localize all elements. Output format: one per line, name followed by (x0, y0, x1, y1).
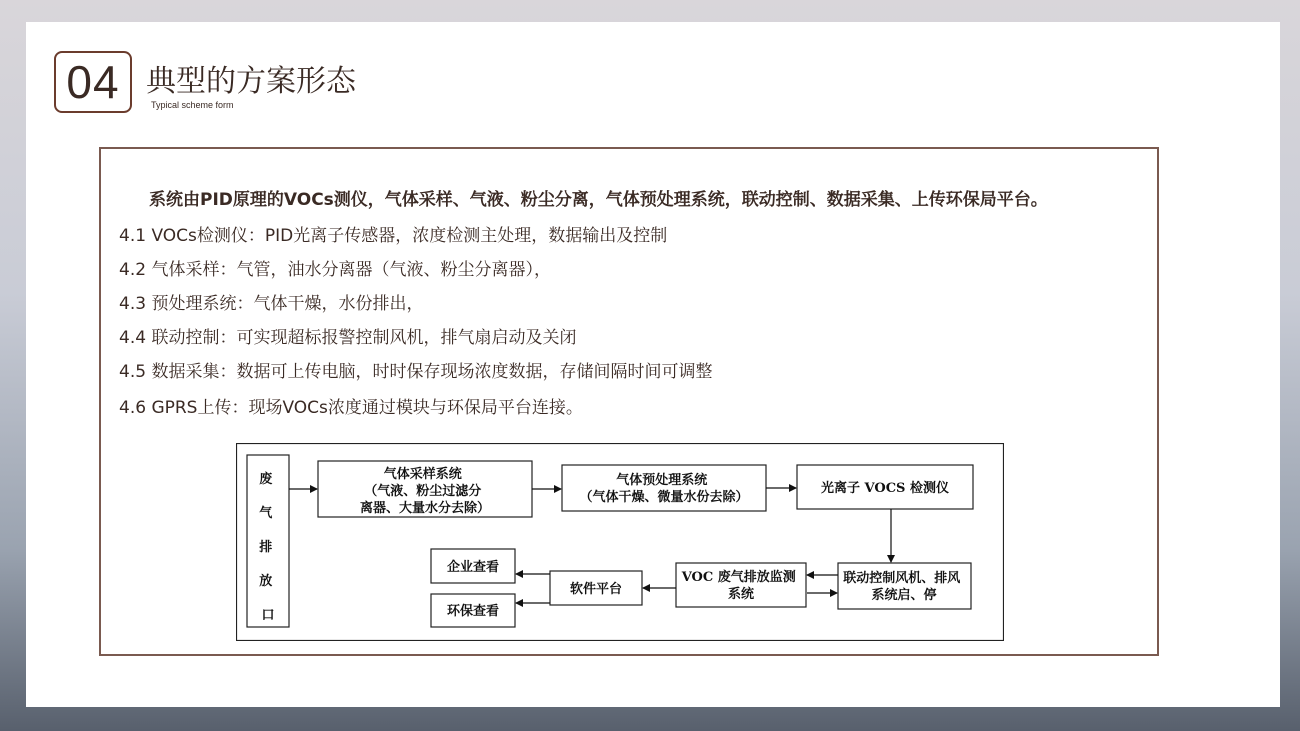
page-subtitle: Typical scheme form (151, 100, 234, 110)
node-software-platform-label: 软件平台 (569, 582, 623, 597)
outlet-char-5: 口 (261, 608, 275, 623)
outlet-char-4: 放 (259, 574, 273, 589)
list-item-4-5: 4.5 数据采集：数据可上传电脑，时时保存现场浓度数据，存储间隔时间可调整 (119, 362, 713, 382)
node-epb-view-label: 环保查看 (446, 604, 500, 619)
flow-diagram (236, 443, 1004, 641)
linkage-line-2: 系统启、停 (871, 588, 937, 603)
outlet-char-2: 气 (259, 506, 273, 521)
sampling-line-2: （气液、粉尘过滤分 (364, 484, 482, 499)
pretreat-line-1: 气体预处理系统 (616, 473, 708, 488)
monitor-line-2: 系统 (727, 587, 755, 602)
list-item-4-3: 4.3 预处理系统：气体干燥，水份排出， (119, 294, 424, 314)
outlet-char-1: 废 (259, 472, 273, 487)
outlet-char-3: 排 (259, 540, 273, 555)
list-item-4-1: 4.1 VOCs检测仪：PID光离子传感器，浓度检测主处理，数据输出及控制 (119, 226, 668, 246)
sampling-line-3: 离器、大量水分去除） (359, 501, 491, 516)
list-item-4-4: 4.4 联动控制：可实现超标报警控制风机，排气扇启动及关闭 (119, 328, 577, 348)
node-voc-detector-label: 光离子 VOCS 检测仪 (821, 481, 949, 496)
list-item-4-2: 4.2 气体采样：气管，油水分离器（气液、粉尘分离器）， (119, 260, 551, 280)
list-item-4-6: 4.6 GPRS上传：现场VOCs浓度通过模块与环保局平台连接。 (119, 398, 583, 418)
monitor-line-1: VOC 废气排放监测 (681, 570, 796, 585)
intro-text: 系统由PID原理的VOCs测仪，气体采样、气液、粉尘分离，气体预处理系统，联动控制、数据采集、上传环保局平台。 (149, 190, 1048, 210)
section-number: 04 (54, 51, 132, 113)
pretreat-line-2: （气体干燥、微量水份去除） (579, 490, 749, 505)
page-title: 典型的方案形态 (146, 64, 356, 99)
node-enterprise-view-label: 企业查看 (446, 560, 500, 575)
sampling-line-1: 气体采样系统 (383, 467, 462, 482)
linkage-line-1: 联动控制风机、排风 (843, 571, 961, 586)
